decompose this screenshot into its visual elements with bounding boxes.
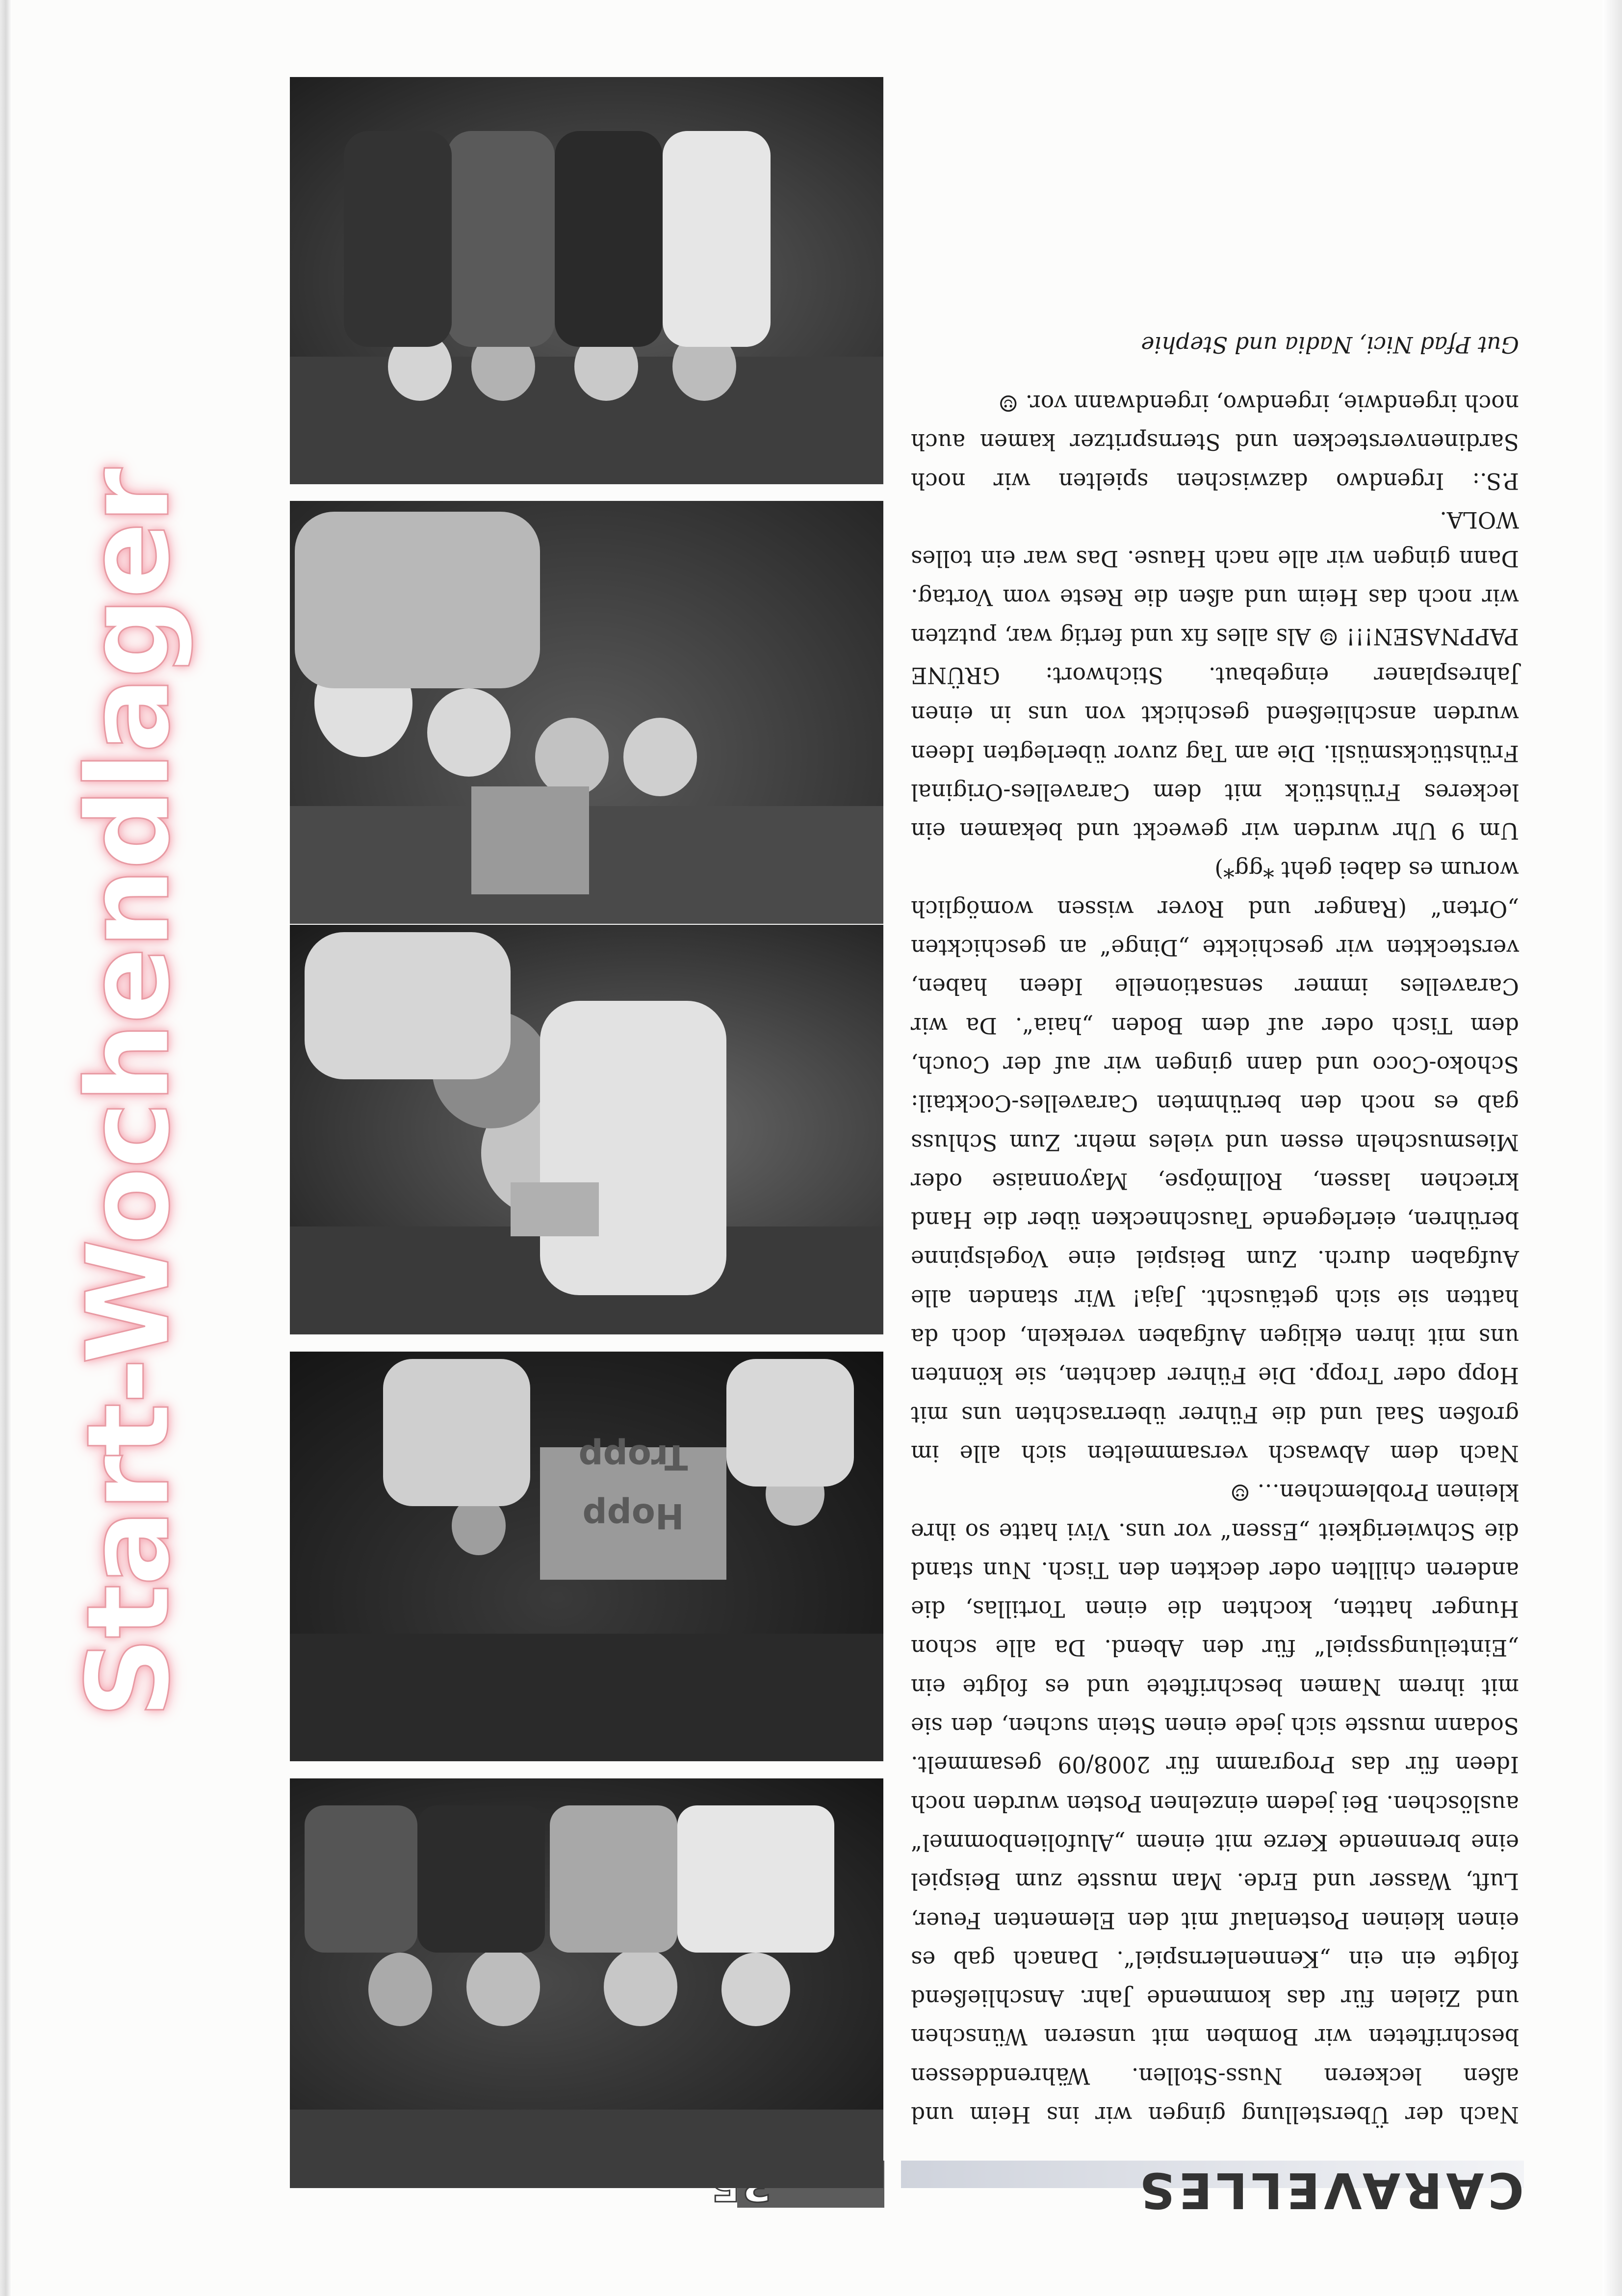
signoff: Gut Pfad Nici, Nadia und Stephie [1141,331,1519,358]
person-face [535,718,609,796]
person-body [726,1359,854,1487]
paragraph: Um 9 Uhr wurden wir geweckt und bekamen ein leckeres Frühstück mit dem Caravelles-Original Frühstücksmüsli. Die am Tag zuvor überlegten Ideen wurden anschließend geschickt von uns in einen Jahresplaner eingebaut. Stichwort: GRÜNE PAPPNASEN!!! ☺ Als alles fix und fertig war, putzten wir noch das Heim und aßen die Reste vom Vortag. Dann gingen wir alle nach Hause. Das war ein tolles WOLA. [911,506,1519,844]
person-body [677,1805,834,1953]
sign-text: Hopp Tropp [578,1437,688,1536]
section-title: CARAVELLES [1135,2162,1524,2219]
person-body [344,131,452,347]
person-body [555,131,663,347]
person-face [721,1953,790,2026]
person-body [383,1359,530,1506]
paragraph: P.S.: Irgendwo dazwischen spielten wir noch Sardinenverstecken und Sternspritzer kamen auch noch irgendwie, irgendwo, irgendwann vor. ☺ [911,390,1519,494]
box [511,1182,599,1236]
person-body [305,1805,417,1953]
photo-wall [290,1634,883,1761]
person-face [427,688,511,777]
photo-group-girls [290,1778,883,2188]
photo-challenge [290,925,883,1334]
person-face [368,1953,432,2026]
paragraph: Nach dem Abwasch versammelten sich alle im großen Saal und die Führer überraschten uns mit Hopp oder Tropp. Die Führer dachten, sie könnten uns mit ihren ekligen Aufgaben verekeln, doch da hatten sie sich getäuscht. Jaja! Wir standen alle Aufgaben durch. Zum Beispiel eine Vogelspinne berühren, eierlegende Tauschnecken über die Hand kriechen lassen, Rollmöpse, Mayonnaise oder Miesmuscheln essen und vieles mehr. Zum Schluss gab es noch den berühmten Caravelles-Cocktail: Schoko-Coco und dann gingen wir auf der Couch, dem Tisch oder auf dem Boden „haia“. Da wir Caravelles immer sensationelle Ideen haben, versteckten wir geschickte „Dinge“ an geschickten „Orten“ (Ranger und Rover wissen womöglich worum es dabei geht *gg*) [911,857,1519,1466]
photo-group-table [290,501,883,924]
article-title-text: Start-Wochendlager [62,470,195,1719]
scan-edge-left [1602,0,1622,2296]
person-body [663,131,771,347]
photo-group-standing [290,77,883,484]
person-face [623,718,697,796]
article-title [62,15,195,2173]
photo-hopp-tropp [290,1352,883,1761]
paragraph: Nach der Überstellung gingen wir ins Heim und aßen leckeren Nuss-Stollen. Währenddessen beschrifteten wir Bomben mit unseren Wünschen und Zielen für das kommende Jahr. Anschließend folgte ein ein „Kennenlernspiel“. Danach gab es einen kleinen Postenlauf mit den Elementen Feuer, Luft, Wasser und Erde. Man musste zum Beispiel eine brennende Kerze mit einem „Alufolienbommel“ auslöschen. Bei jedem einzelnen Posten wurden noch Ideen für das Programm für 2008/09 gesammelt. Sodann musste sich jede einen Stein suchen, den sie mit ihrem Namen beschriftete und es folgte ein „Einteilungsspiel“ für den Abend. Da alle schon Hunger hatten, kochten die einen Tortillas, die anderen chillten oder deckten den Tisch. Nun stand die Schwierigkeit „Essen“ vor uns. Vivi hatte so ihre kleinen Problemchen… ☺ [911,1479,1519,2128]
photo-wall [290,2110,883,2188]
person-face [466,1948,540,2026]
person-face [604,1948,677,2026]
scan-edge-right [0,0,12,2296]
person-body [540,1001,726,1295]
person-body [417,1805,545,1953]
person-body [550,1805,677,1953]
table [471,786,589,894]
article-body [911,74,1519,2134]
person-body [295,512,540,688]
person-body [447,131,555,347]
tablecloth [305,932,511,1079]
